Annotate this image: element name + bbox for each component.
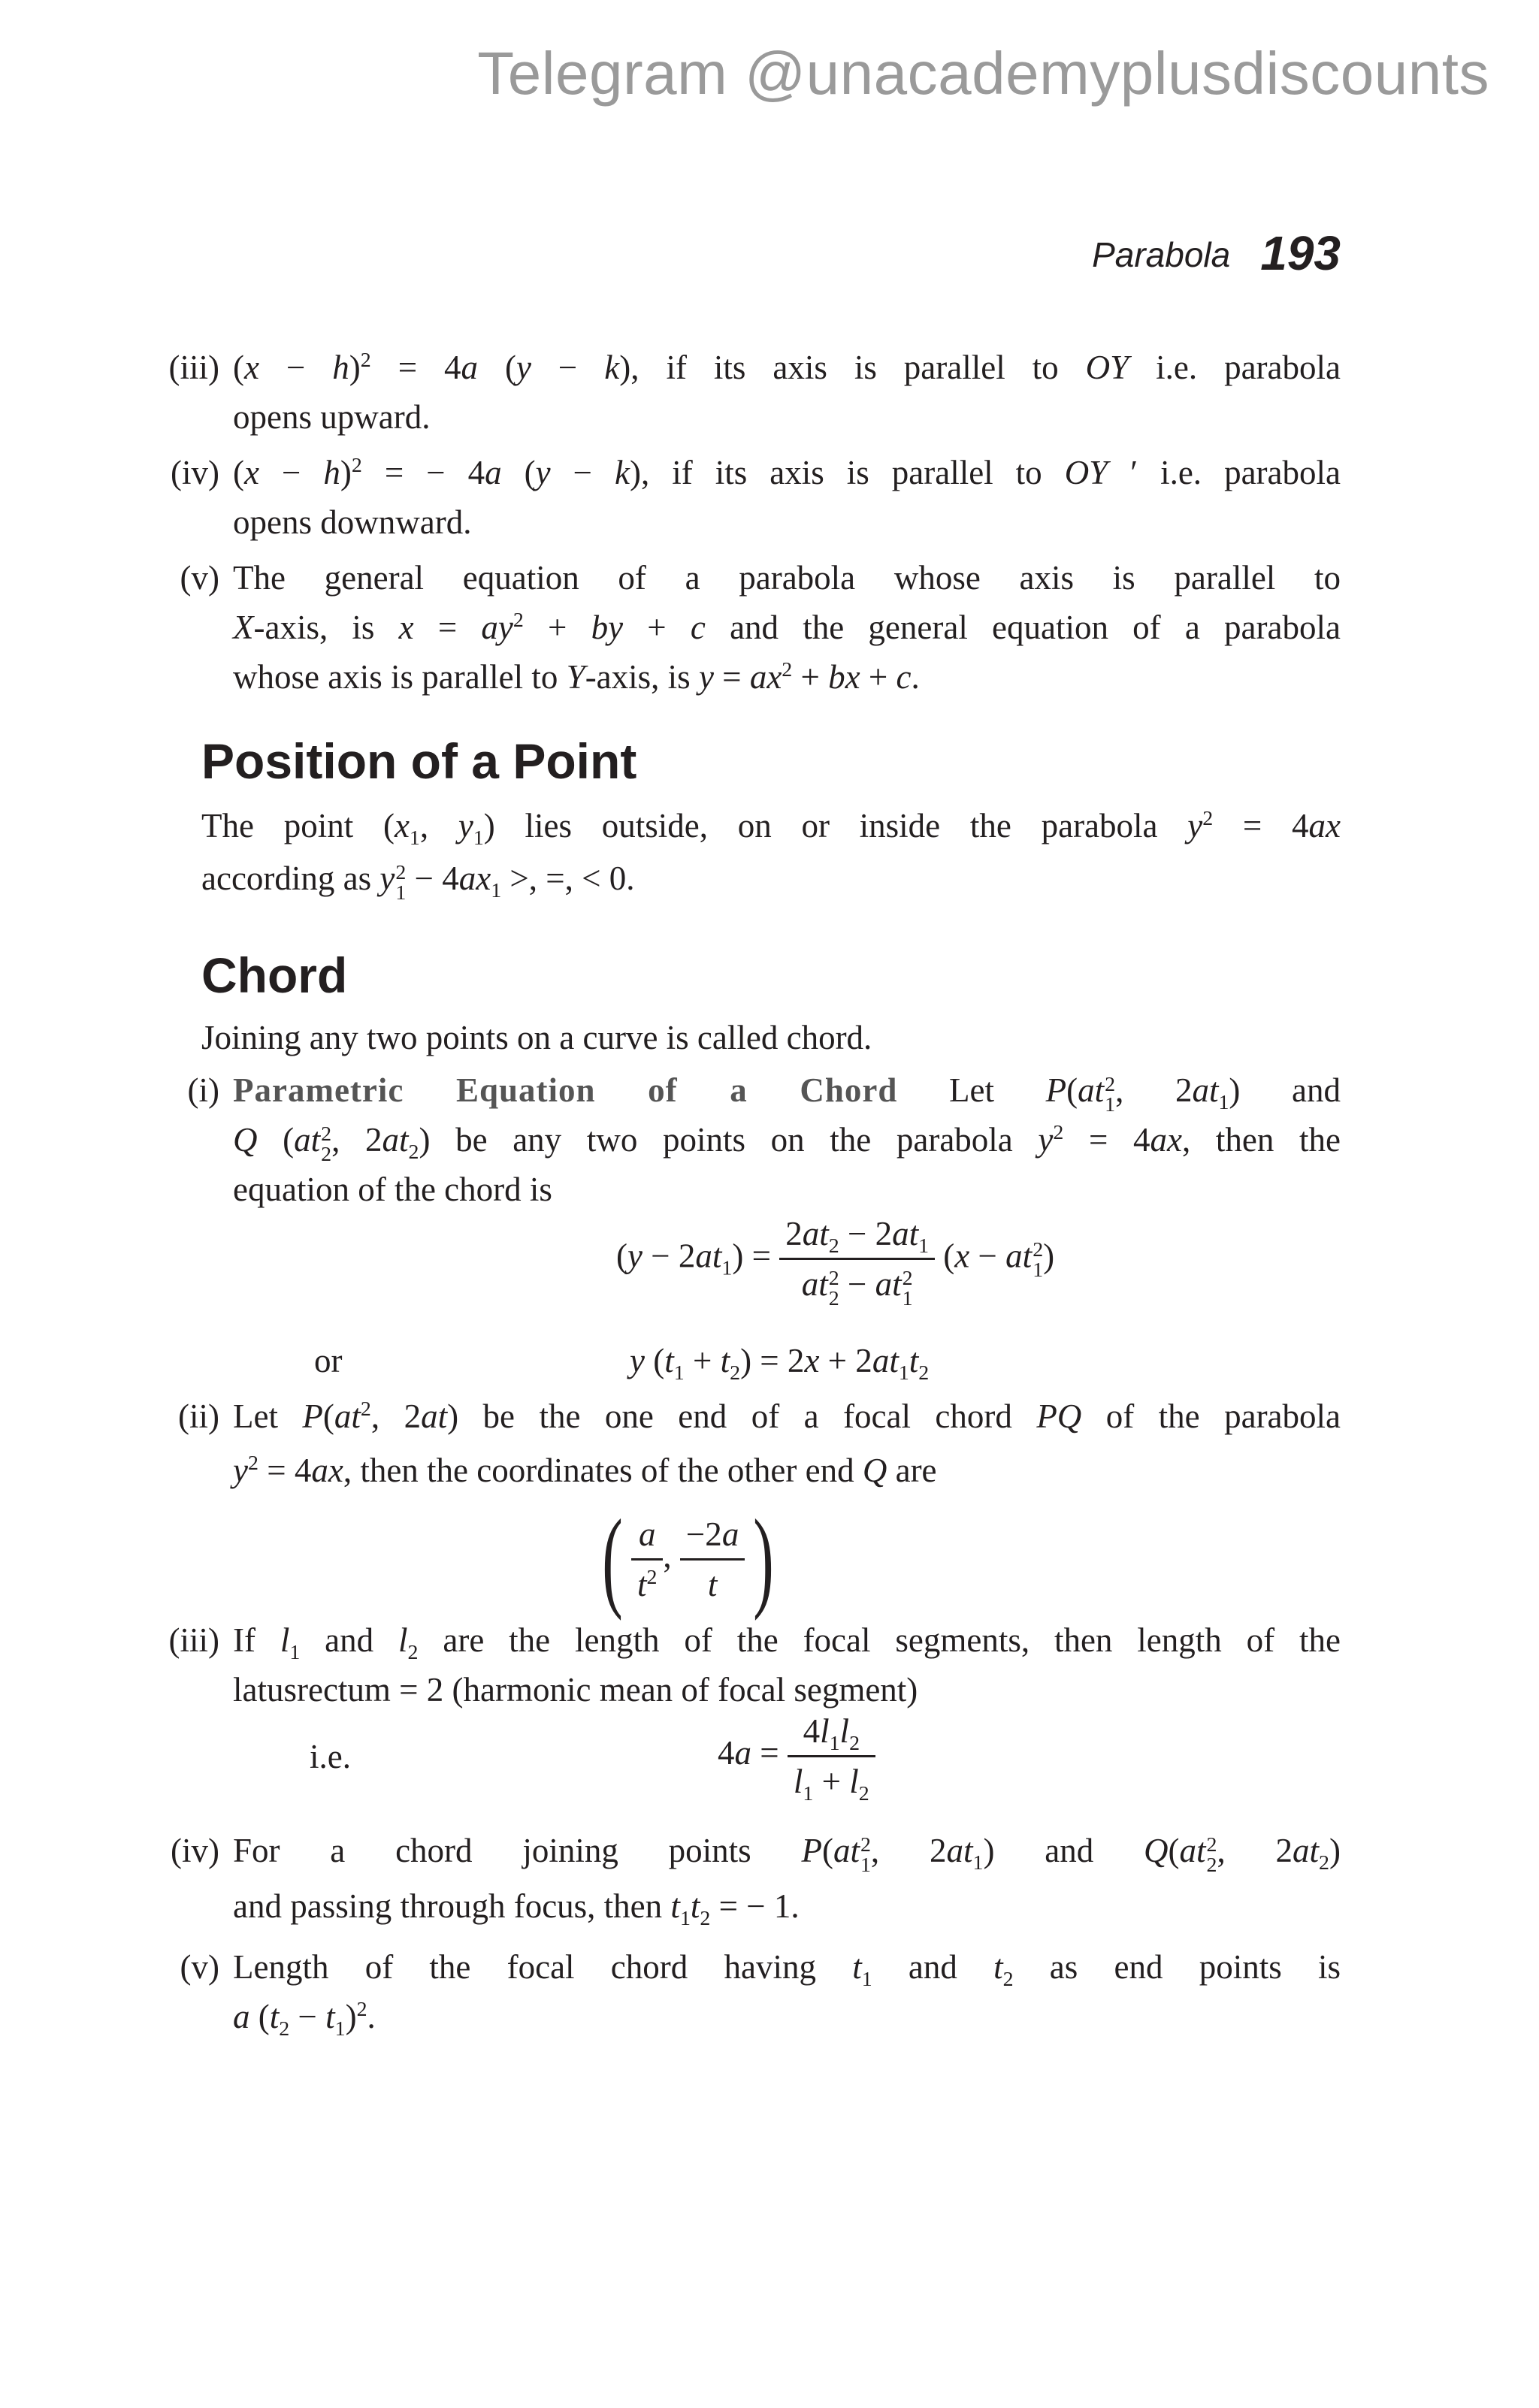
line: whose axis is parallel to Y-axis, is $y = ax^2$ + bx + c. — [233, 658, 920, 696]
item-number: (iii) — [168, 1621, 219, 1659]
text: i.e. parabola — [1129, 349, 1341, 386]
chord-item-iv — [171, 1826, 1341, 1931]
ie-label: i.e. — [310, 1738, 351, 1775]
item-number: (v) — [180, 559, 219, 597]
line: X-axis, is $x = ay^2$ + by + c and the general equation of a parabola — [233, 609, 1341, 646]
page-number: 193 — [1260, 226, 1341, 280]
position-paragraph — [201, 801, 1341, 903]
list-item-iii-top — [168, 343, 1341, 442]
line: $y^2 = 4ax$, then the coordinates of the other end Q are — [233, 1452, 937, 1489]
list-item-iv-top — [171, 448, 1341, 547]
line: For a chord joining points P(at 2 1 , $2at_1$) and Q(at 2 2 , $2at_2$) — [233, 1832, 1341, 1877]
text: , if its axis is parallel to — [640, 454, 1065, 491]
fraction: $\frac{a}{t^2}$ — [631, 1510, 663, 1609]
item-number: (iv) — [171, 454, 219, 491]
section-heading-position: Position of a Point — [201, 733, 637, 789]
item-number: (iv) — [171, 1832, 219, 1869]
latusrectum-equation: 4a = $\frac{4l_1l_2}{l_1 + l_2}$ — [718, 1707, 875, 1805]
line: equation of the chord is — [233, 1171, 552, 1209]
item-number: (v) — [180, 1948, 219, 1986]
watermark: Telegram @unacademyplusdiscounts — [477, 40, 1489, 107]
line: a $(t_2 - t_1)^2$. — [233, 1998, 376, 2041]
line: Parametric Equation of a Chord Let P(at 2 1 , $2at_1$) and — [233, 1071, 1341, 1116]
line: Q (at 2 2 , $2at_2$) be any two points on the parabola $y^2 = 4ax$, then the — [233, 1121, 1341, 1166]
fraction: $\frac{4l_1l_2}{l_1 + l_2}$ — [788, 1707, 875, 1805]
list-item-v-top — [180, 553, 1341, 702]
item-number: (ii) — [178, 1397, 219, 1435]
line: according as y 2 1 − $4ax_1$ >, =, < 0. — [201, 860, 635, 905]
line: If $l_1$ and $l_2$ are the length of the focal segments, then length of the — [233, 1621, 1341, 1664]
chapter-title: Parabola — [1092, 235, 1231, 274]
line: opens downward. — [233, 503, 472, 541]
text: , if its axis is parallel to — [630, 349, 1086, 386]
chord-intro: Joining any two points on a curve is called chord. — [201, 1019, 872, 1056]
chord-equation: $(y - 2at_1)$ = $2at_2 - 2at_1$ at 2 2 − at 2 1 (x − at 2 1 ) — [616, 1210, 1054, 1309]
section-heading-chord: Chord — [201, 947, 348, 1003]
chord-item-iii — [168, 1615, 1341, 1715]
or-label: or — [314, 1342, 343, 1379]
line: The general equation of a parabola whose axis is parallel to — [233, 559, 1341, 597]
line: Let $P(at^2$, 2at) be the one end of a focal chord PQ of the parabola — [233, 1397, 1341, 1435]
item-number: (i) — [187, 1071, 219, 1109]
chord-item-ii — [178, 1391, 1341, 1495]
fraction: $2at_2 - 2at_1$ at 2 2 − at 2 1 — [779, 1210, 935, 1309]
line: The point ($x_1$, $y_1$) lies outside, on or inside the parabola $y^2 = 4ax$ — [201, 807, 1341, 850]
line: $(x - h)^2$ = − 4a (y − k), if its axis is parallel to OY ′ i.e. parabola — [233, 454, 1341, 491]
item-title: Parametric Equation of a Chord — [233, 1071, 898, 1109]
chord-item-v — [180, 1942, 1341, 2041]
running-head — [0, 225, 1341, 281]
chord-item-i — [187, 1065, 1341, 1214]
chord-equation-simplified: y $(t_1 + t_2) = 2x + 2at_1t_2$ — [630, 1342, 930, 1385]
line: and passing through focus, then $t_1t_2$ = − 1. — [233, 1887, 800, 1931]
line: latusrectum = 2 (harmonic mean of focal segment) — [233, 1671, 918, 1709]
other-end-coordinates: ( $\frac{a}{t^2}$ , $\frac{-2a}{t}$ ) — [602, 1497, 775, 1621]
line: $(x - h)^2 = 4a$ (y − k), if its axis is parallel to OY i.e. parabola — [233, 349, 1341, 386]
item-number: (iii) — [168, 349, 219, 386]
line: opens upward. — [233, 398, 431, 436]
line: Length of the focal chord having $t_1$ and $t_2$ as end points is — [233, 1948, 1341, 1991]
fraction: $\frac{-2a}{t}$ — [680, 1510, 745, 1609]
text: i.e. parabola — [1138, 454, 1341, 491]
